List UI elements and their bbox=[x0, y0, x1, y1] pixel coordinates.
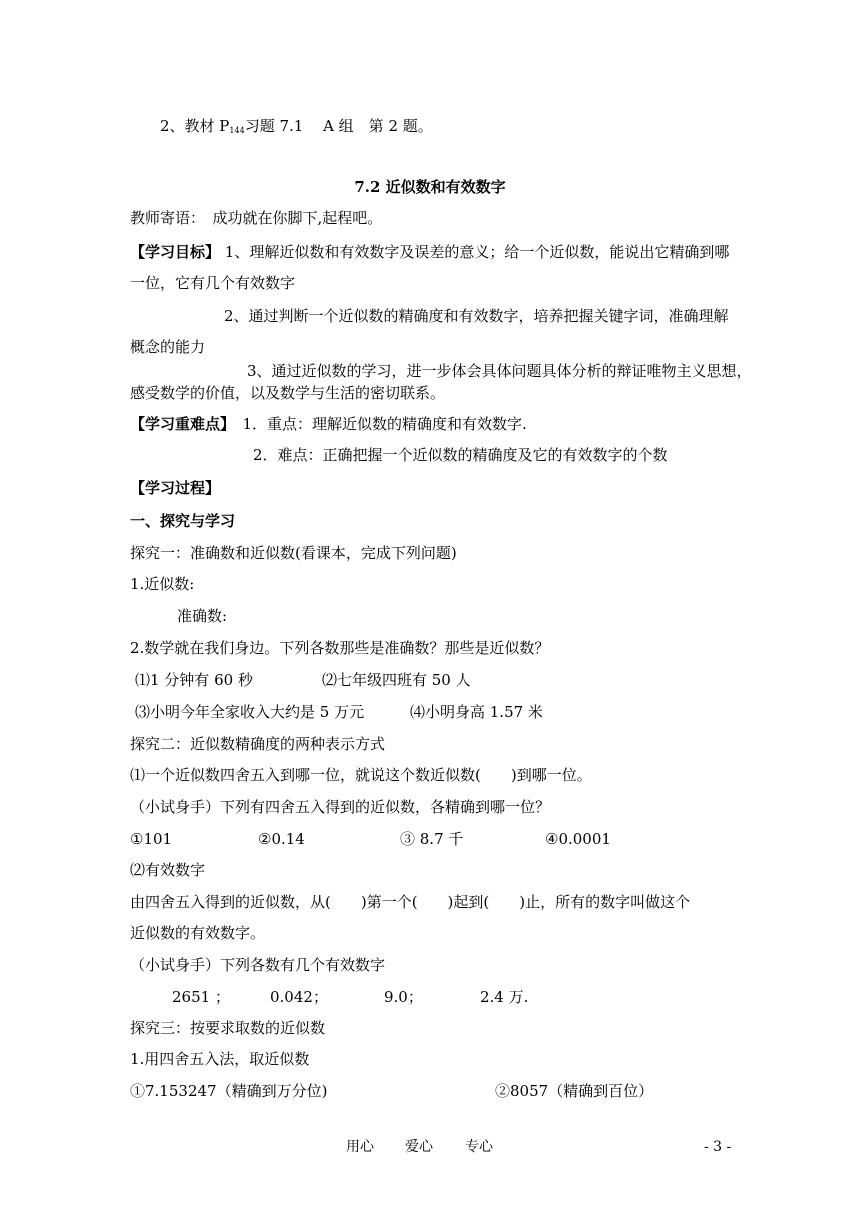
section-1-heading: 一、探究与学习 bbox=[130, 512, 236, 530]
page-number: - 3 - bbox=[704, 1139, 732, 1155]
explore-3-item-b: ②8057（精确到百位） bbox=[495, 1082, 654, 1100]
homework-suffix: 习题 7.1 A 组 第 2 题。 bbox=[244, 117, 433, 135]
try-2: （小试身手）下列各数有几个有效数字 bbox=[130, 956, 386, 974]
explore-3: 探究三：按要求取数的近似数 bbox=[130, 1019, 326, 1037]
process-label: 【学习过程】 bbox=[130, 479, 221, 497]
try-1-item-a: ①101 bbox=[130, 830, 173, 848]
sig-digits-definition-continued: 近似数的有效数字。 bbox=[130, 924, 266, 942]
q2-item-d: ⑷小明身高 1.57 米 bbox=[410, 703, 543, 721]
q2-item-b: ⑵七年级四班有 50 人 bbox=[322, 671, 471, 689]
sig-digits-definition: 由四舍五入得到的近似数，从( )第一个( )起到( )止，所有的数字叫做这个 bbox=[130, 893, 691, 911]
try-2-item-a: 2651 ； bbox=[172, 988, 230, 1006]
section-title: 7.2 近似数和有效数字 bbox=[354, 178, 506, 196]
homework-line bbox=[160, 116, 433, 141]
try-1-item-d: ④0.0001 bbox=[545, 830, 611, 848]
try-2-item-c: 9.0； bbox=[384, 988, 423, 1006]
goal-3-text: 3、通过近似数的学习，进一步体会具体问题具体分析的辩证唯物主义思想， bbox=[247, 362, 752, 380]
goals-line-1 bbox=[130, 242, 729, 262]
goal-2-text: 2、通过判断一个近似数的精确度和有效数字，培养把握关键字词，准确理解 bbox=[224, 307, 729, 325]
footer-text-2: 爱心 bbox=[405, 1139, 433, 1155]
footer-text-3: 专心 bbox=[465, 1139, 493, 1155]
goal-1-continued: 一位，它有几个有效数字 bbox=[130, 274, 296, 292]
try-2-item-b: 0.042； bbox=[270, 988, 328, 1006]
q2-item-c: ⑶小明今年全家收入大约是 5 万元 bbox=[135, 703, 365, 721]
explore-1: 探究一：准确数和近似数(看课本，完成下列问题) bbox=[130, 544, 457, 562]
footer-text-1: 用心 bbox=[346, 1139, 374, 1155]
goal-1-text: 1、理解近似数和有效数字及误差的意义；给一个近似数，能说出它精确到哪 bbox=[220, 243, 730, 261]
goals-label: 【学习目标】 bbox=[130, 243, 221, 261]
try-1-item-c: ③ 8.7 千 bbox=[400, 830, 464, 848]
key-points-label: 【学习重难点】 bbox=[130, 415, 228, 433]
explore-2: 探究二：近似数精确度的两种表示方式 bbox=[130, 735, 386, 753]
teacher-note: 教师寄语： 成功就在你脚下,起程吧。 bbox=[130, 209, 383, 227]
question-exact: 准确数: bbox=[177, 607, 228, 625]
homework-prefix: 2、教材 P bbox=[160, 117, 230, 135]
question-2: 2.数学就在我们身边。下列各数那些是准确数？那些是近似数？ bbox=[130, 639, 550, 657]
try-1: （小试身手）下列有四舍五入得到的近似数，各精确到哪一位？ bbox=[130, 798, 551, 816]
explore-2-part-2: ⑵有效数字 bbox=[130, 861, 206, 879]
explore-2-part-1: ⑴一个近似数四舍五入到哪一位，就说这个数近似数( )到哪一位。 bbox=[130, 766, 592, 784]
explore-3-item-a: ①7.153247（精确到万分位) bbox=[130, 1082, 328, 1100]
goal-3-continued: 感受数学的价值，以及数学与生活的密切联系。 bbox=[130, 384, 446, 402]
key-points-line-1 bbox=[130, 414, 527, 434]
q2-item-a: ⑴1 分钟有 60 秒 bbox=[135, 671, 253, 689]
key-point-1: 1．重点：理解近似数的精确度和有效数字. bbox=[227, 415, 527, 433]
try-1-item-b: ②0.14 bbox=[258, 830, 305, 848]
homework-page-subscript: 144 bbox=[229, 126, 245, 135]
goal-2-continued: 概念的能力 bbox=[130, 338, 206, 356]
try-2-item-d: 2.4 万. bbox=[480, 988, 529, 1006]
explore-3-part-1: 1.用四舍五入法，取近似数 bbox=[130, 1050, 310, 1068]
key-point-2: 2．难点：正确把握一个近似数的精确度及它的有效数字的个数 bbox=[253, 446, 668, 464]
question-approx: 1.近似数: bbox=[130, 575, 195, 593]
